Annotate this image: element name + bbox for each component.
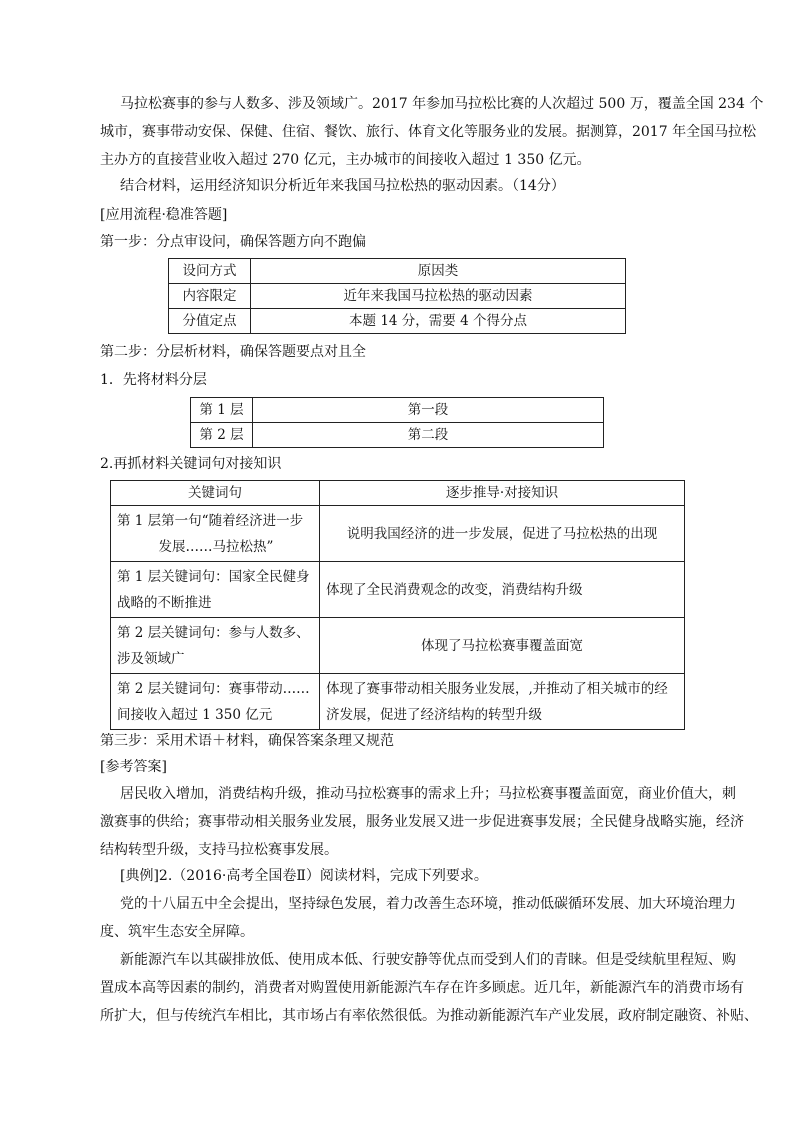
intro-line-3: 主办方的直接营业收入超过 270 亿元，主办城市的间接收入超过 1 350 亿元。 <box>100 152 591 168</box>
keyword-line: 战略的不断推进 <box>117 594 212 611</box>
table-row <box>169 284 626 309</box>
question-text: 结合材料，运用经济知识分析近年来我国马拉松热的驱动因素。（14分） <box>120 178 565 194</box>
example-p2-line-2: 置成本高等因素的制约，消费者对购置使用新能源汽车存在许多顾虑。近几年，新能源汽车的消费市场有 <box>100 980 744 996</box>
step2-subheading-1: 1．先将材料分层 <box>100 372 207 388</box>
knowledge-cell: 体现了马拉松赛事覆盖面宽 <box>320 618 685 674</box>
step1-heading: 第一步：分点审设问，确保答题方向不跑偏 <box>100 234 366 250</box>
table-row <box>111 618 685 674</box>
example-p1-line-1: 党的十八届五中全会提出，坚持绿色发展，着力改善生态环境，推动低碳循环发展、加大环境治理力 <box>120 896 736 912</box>
table-row <box>169 309 626 334</box>
table-cell-value: 近年来我国马拉松热的驱动因素 <box>251 284 626 309</box>
keyword-line: 第 2 层关键词句：赛事带动…… <box>117 680 310 697</box>
intro-line-1: 马拉松赛事的参与人数多、涉及领域广。2017 年参加马拉松比赛的人次超过 500 万，覆盖全国 234 个 <box>120 96 764 112</box>
table-cell-key: 分值定点 <box>169 309 251 334</box>
keyword-line: 间接收入超过 1 350 亿元 <box>117 706 273 723</box>
flow-heading: [应用流程·稳准答题] <box>100 207 228 223</box>
table-cell-value: 本题 14 分，需要 4 个得分点 <box>251 309 626 334</box>
table-cell-key: 内容限定 <box>169 284 251 309</box>
table-cell-value: 原因类 <box>251 259 626 284</box>
knowledge-line: 济发展，促进了经济结构的转型升级 <box>326 706 542 723</box>
column-header-keywords: 关键词句 <box>111 481 320 506</box>
keyword-cell <box>111 618 320 674</box>
column-header-knowledge: 逐步推导·对接知识 <box>320 481 685 506</box>
table-cell-key: 第 2 层 <box>191 423 253 448</box>
keyword-line: 第 2 层关键词句：参与人数多、 <box>117 624 310 641</box>
step3-heading: 第三步：采用术语＋材料，确保答案条理又规范 <box>100 733 394 749</box>
keyword-table <box>110 480 685 730</box>
step2-heading: 第二步：分层析材料，确保答题要点对且全 <box>100 344 366 360</box>
keyword-cell <box>111 674 320 730</box>
table-row <box>111 562 685 618</box>
step2-subheading-2: 2.再抓材料关键词句对接知识 <box>100 456 282 472</box>
knowledge-cell: 说明我国经济的进一步发展，促进了马拉松热的出现 <box>320 506 685 562</box>
table-cell-value: 第一段 <box>253 398 604 423</box>
answer-line-1: 居民收入增加，消费结构升级，推动马拉松赛事的需求上升；马拉松赛事覆盖面宽，商业价值大，刺 <box>120 786 736 802</box>
knowledge-cell: 体现了全民消费观念的改变，消费结构升级 <box>320 562 685 618</box>
table-row <box>111 506 685 562</box>
table-cell-value: 第二段 <box>253 423 604 448</box>
knowledge-line: 体现了赛事带动相关服务业发展，,并推动了相关城市的经 <box>326 680 668 697</box>
answer-line-3: 结构转型升级，支持马拉松赛事发展。 <box>100 842 338 858</box>
table-row <box>169 259 626 284</box>
example-p2-line-3: 所扩大，但与传统汽车相比，其市场占有率依然很低。为推动新能源汽车产业发展，政府制定融资、补贴、 <box>100 1008 758 1024</box>
keyword-cell <box>111 562 320 618</box>
keyword-line: 第 1 层第一句“随着经济进一步 <box>117 512 304 529</box>
table-cell-key: 设问方式 <box>169 259 251 284</box>
knowledge-cell <box>320 674 685 730</box>
layers-table <box>190 397 604 448</box>
table-row <box>191 423 604 448</box>
table-row <box>191 398 604 423</box>
answer-line-2: 激赛事的供给；赛事带动相关服务业发展，服务业发展又进一步促进赛事发展；全民健身战略实施，经济 <box>100 814 744 830</box>
table-cell-key: 第 1 层 <box>191 398 253 423</box>
table-row <box>111 674 685 730</box>
example-p1-line-2: 度、筑牢生态安全屏障。 <box>100 924 254 940</box>
keyword-line: 发展……马拉松热” <box>158 538 274 555</box>
intro-line-2: 城市，赛事带动安保、保健、住宿、餐饮、旅行、体育文化等服务业的发展。据测算，2017 年全国马拉松 <box>100 124 757 140</box>
table-header-row <box>111 481 685 506</box>
example-p2-line-1: 新能源汽车以其碳排放低、使用成本低、行驶安静等优点而受到人们的青睐。但是受续航里程短、购 <box>120 952 736 968</box>
step1-table <box>168 258 626 334</box>
keyword-line: 第 1 层关键词句：国家全民健身 <box>117 568 310 585</box>
example-heading: [典例]2.（2016·高考全国卷Ⅱ）阅读材料，完成下列要求。 <box>120 868 488 884</box>
keyword-line: 涉及领域广 <box>117 650 185 667</box>
keyword-cell <box>111 506 320 562</box>
answer-label: [参考答案] <box>100 759 167 775</box>
